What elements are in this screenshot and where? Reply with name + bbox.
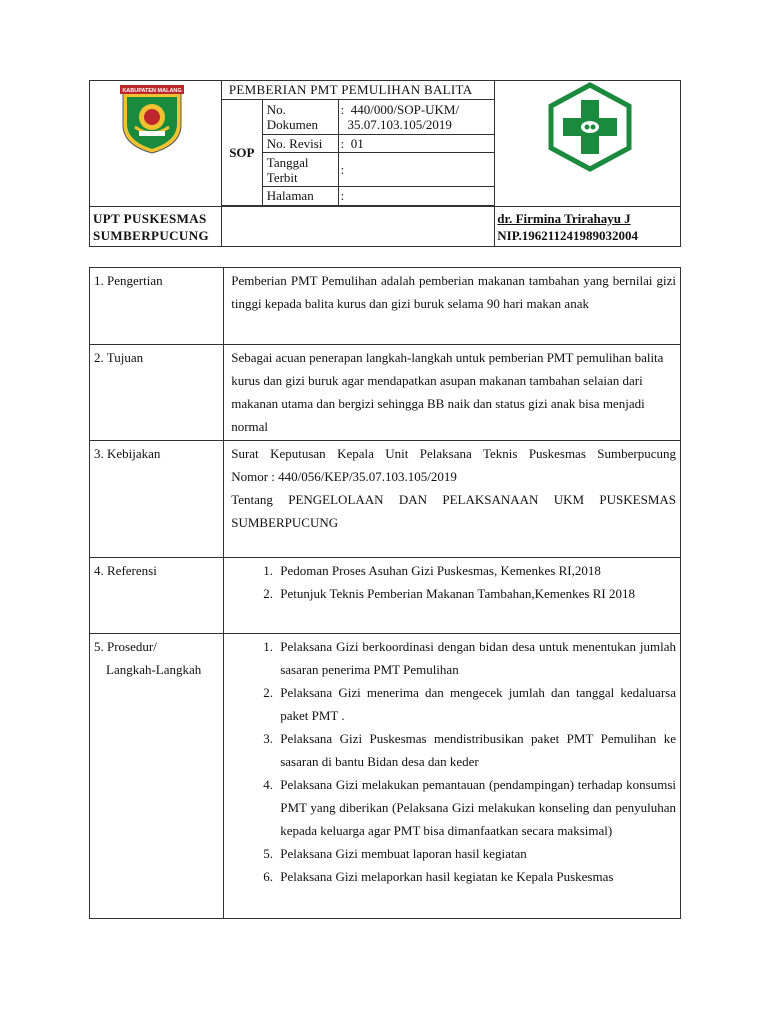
section-list-prosedur	[224, 634, 681, 919]
prosedur-step: 6. Pelaksana Gizi melaporkan hasil kegiatan ke Kepala Puskesmas	[276, 865, 676, 888]
section-label-referensi: 4. Referensi	[90, 558, 224, 634]
signer-block: dr. Firmina Trirahayu J NIP.196211241989032004	[495, 207, 681, 247]
prosedur-step: 2. Pelaksana Gizi menerima dan mengecek jumlah dan tanggal kedaluarsa paket PMT .	[276, 681, 676, 727]
prosedur-step: 3. Pelaksana Gizi Puskesmas mendistribusikan paket PMT Pemulihan ke sasaran di bantu Bidan desa dan keder	[276, 727, 676, 773]
meta-value-revisi: : 01	[338, 135, 495, 153]
puskesmas-logo	[547, 82, 633, 172]
meta-value-tanggal-terbit: :	[338, 153, 495, 187]
meta-label-tanggal-terbit: Tanggal Terbit	[262, 153, 338, 187]
section-list-referensi	[224, 558, 681, 634]
referensi-item: 2. Petunjuk Teknis Pemberian Makanan Tambahan,Kemenkes RI 2018	[276, 582, 676, 605]
sop-content-table	[89, 267, 681, 919]
section-label-pengertian: 1. Pengertian	[90, 268, 224, 345]
kebijakan-line-1: Surat Keputusan Kepala Unit Pelaksana Teknis Puskesmas Sumberpucung	[231, 446, 676, 461]
section-text-pengertian: Pemberian PMT Pemulihan adalah pemberian makanan tambahan yang bernilai gizi tinggi kepada balita kurus dan gizi buruk selama 90 hari makan anak	[224, 268, 681, 345]
organization-name: UPT PUSKESMAS SUMBERPUCUNG	[90, 207, 222, 247]
meta-value-halaman: :	[338, 187, 495, 206]
document-title: PEMBERIAN PMT PEMULIHAN BALITA	[221, 81, 494, 100]
prosedur-step: 5. Pelaksana Gizi membuat laporan hasil kegiatan	[276, 842, 676, 865]
blank-cell	[221, 207, 494, 247]
kebijakan-line-2: Nomor : 440/056/KEP/35.07.103.105/2019	[231, 469, 457, 484]
referensi-item: 1. Pedoman Proses Asuhan Gizi Puskesmas, Kemenkes RI,2018	[276, 559, 676, 582]
meta-label-halaman: Halaman	[262, 187, 338, 206]
section-text-tujuan: Sebagai acuan penerapan langkah-langkah untuk pemberian PMT pemulihan balita kurus dan gizi buruk agar mendapatkan asupan makanan tambahan selaian dari makanan utama dan bergizi sehingga BB naik dan status gizi anak bisa menjadi normal	[224, 345, 681, 441]
svg-text:KABUPATEN MALANG: KABUPATEN MALANG	[122, 88, 182, 94]
kebijakan-line-3: Tentang PENGELOLAAN DAN PELAKSANAAN UKM PUSKESMAS SUMBERPUCUNG	[231, 492, 676, 530]
meta-label-revisi: No. Revisi	[262, 135, 338, 153]
meta-label-no-dokumen: No. Dokumen	[262, 100, 338, 135]
meta-value-no-dokumen: : 440/000/SOP-UKM/ 35.07.103.105/2019	[338, 100, 495, 135]
sop-label: SOP	[221, 100, 262, 206]
section-label-kebijakan: 3. Kebijakan	[90, 441, 224, 558]
prosedur-step: 4. Pelaksana Gizi melakukan pemantauan (pendampingan) terhadap konsumsi PMT yang diberikan (Pelaksana Gizi melakukan konseling dan penyuluhan kepada keluarga agar PMT bisa dimanfaatkan secara maksimal)	[276, 773, 676, 842]
prosedur-step: 1. Pelaksana Gizi berkoordinasi dengan bidan desa untuk menentukan jumlah sasaran penerima PMT Pemulihan	[276, 635, 676, 681]
section-label-tujuan: 2. Tujuan	[90, 345, 224, 441]
section-text-kebijakan	[224, 441, 681, 558]
kabupaten-malang-logo	[117, 83, 187, 155]
section-label-prosedur: 5. Prosedur/ Langkah-Langkah	[90, 634, 224, 919]
